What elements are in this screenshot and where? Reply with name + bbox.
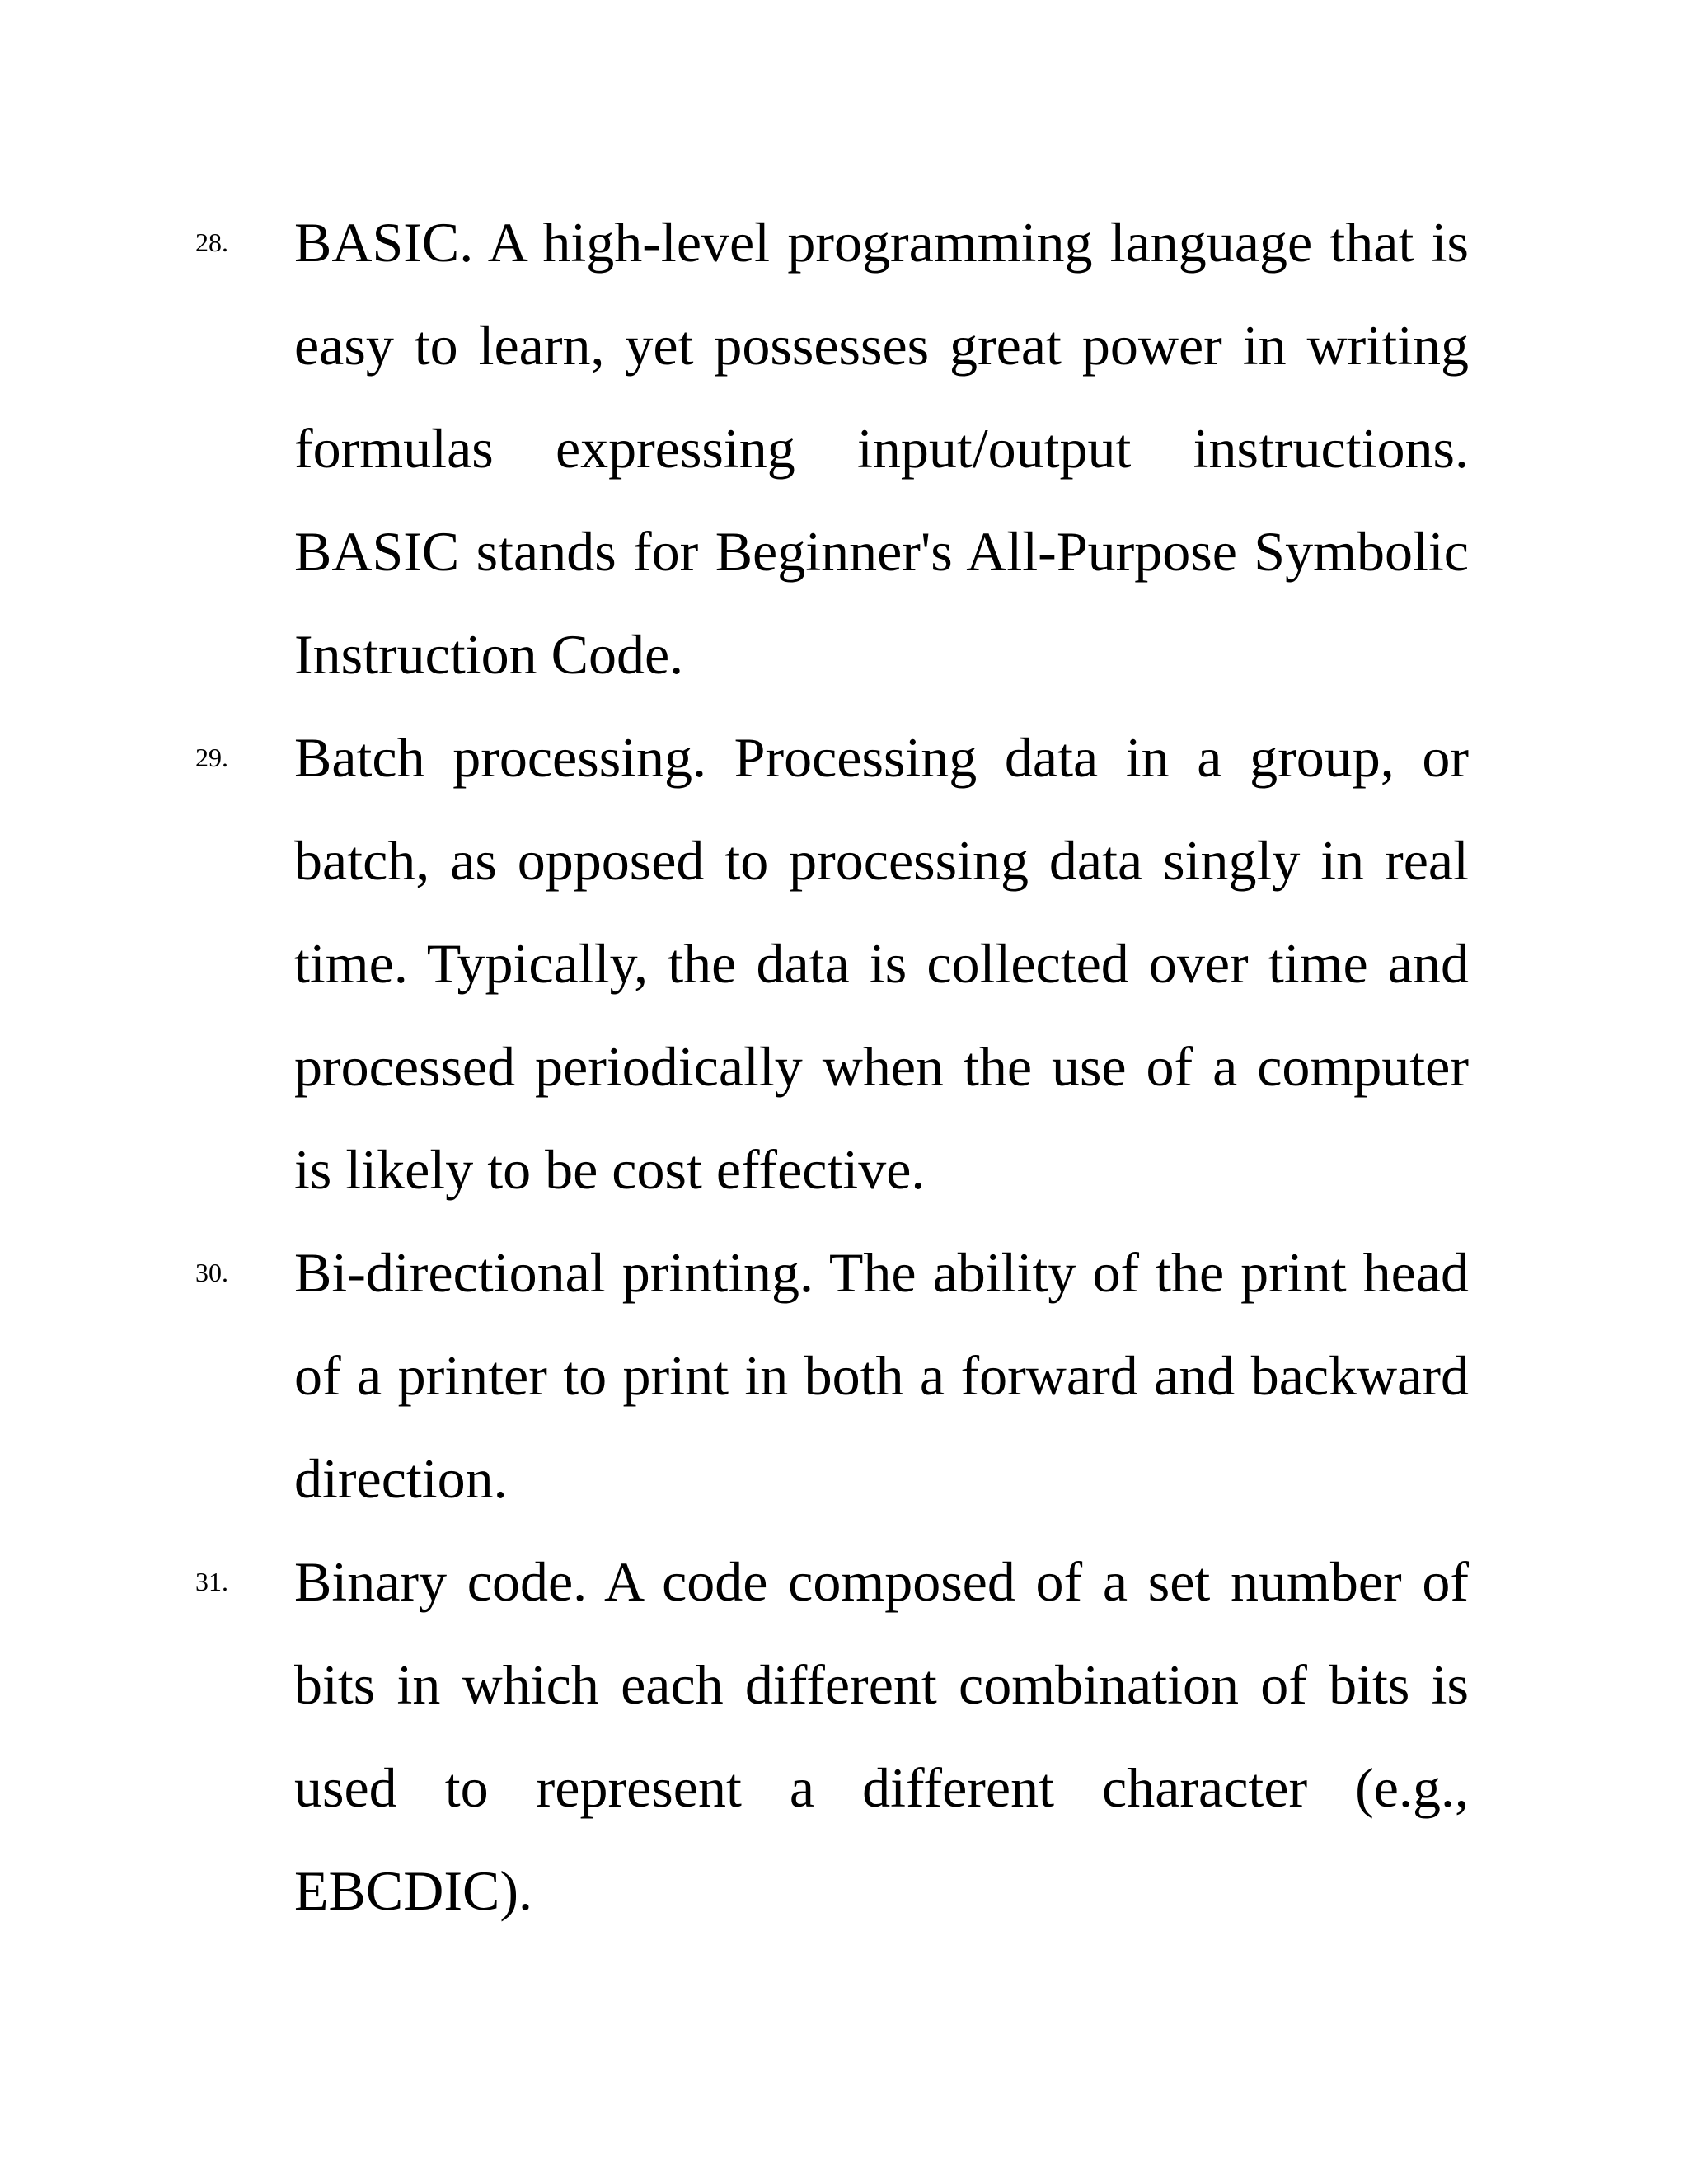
glossary-entry-basic: [0, 191, 1688, 706]
entry-definition: Binary code. A code composed of a set number of bits in which each different combination of bits is used to represent a different character (e.g., EBCDIC).: [294, 1550, 1469, 1922]
glossary-entry-binary-code: [0, 1530, 1688, 1943]
entry-number: 30.: [195, 1258, 228, 1287]
glossary-entry-batch-processing: [0, 706, 1688, 1221]
entry-definition: BASIC. A high-level programming language that is easy to learn, yet possesses great power in writing formulas expressing input/output instructions. BASIC stands for Beginner's All-Purpose Symbolic Instruction Code.: [294, 211, 1469, 686]
entry-number: 31.: [195, 1567, 228, 1596]
glossary-list: [0, 191, 1688, 1943]
entry-number: 28.: [195, 227, 228, 257]
entry-definition: Batch processing. Processing data in a group, or batch, as opposed to processing data singly in real time. Typically, the data is collected over time and processed periodically when the use of a computer is likely to be cost effective.: [294, 726, 1469, 1201]
entry-number: 29.: [195, 743, 228, 772]
glossary-entry-bi-directional-printing: [0, 1221, 1688, 1530]
entry-definition: Bi-directional printing. The ability of the print head of a printer to print in both a forward and backward direction.: [294, 1241, 1469, 1510]
